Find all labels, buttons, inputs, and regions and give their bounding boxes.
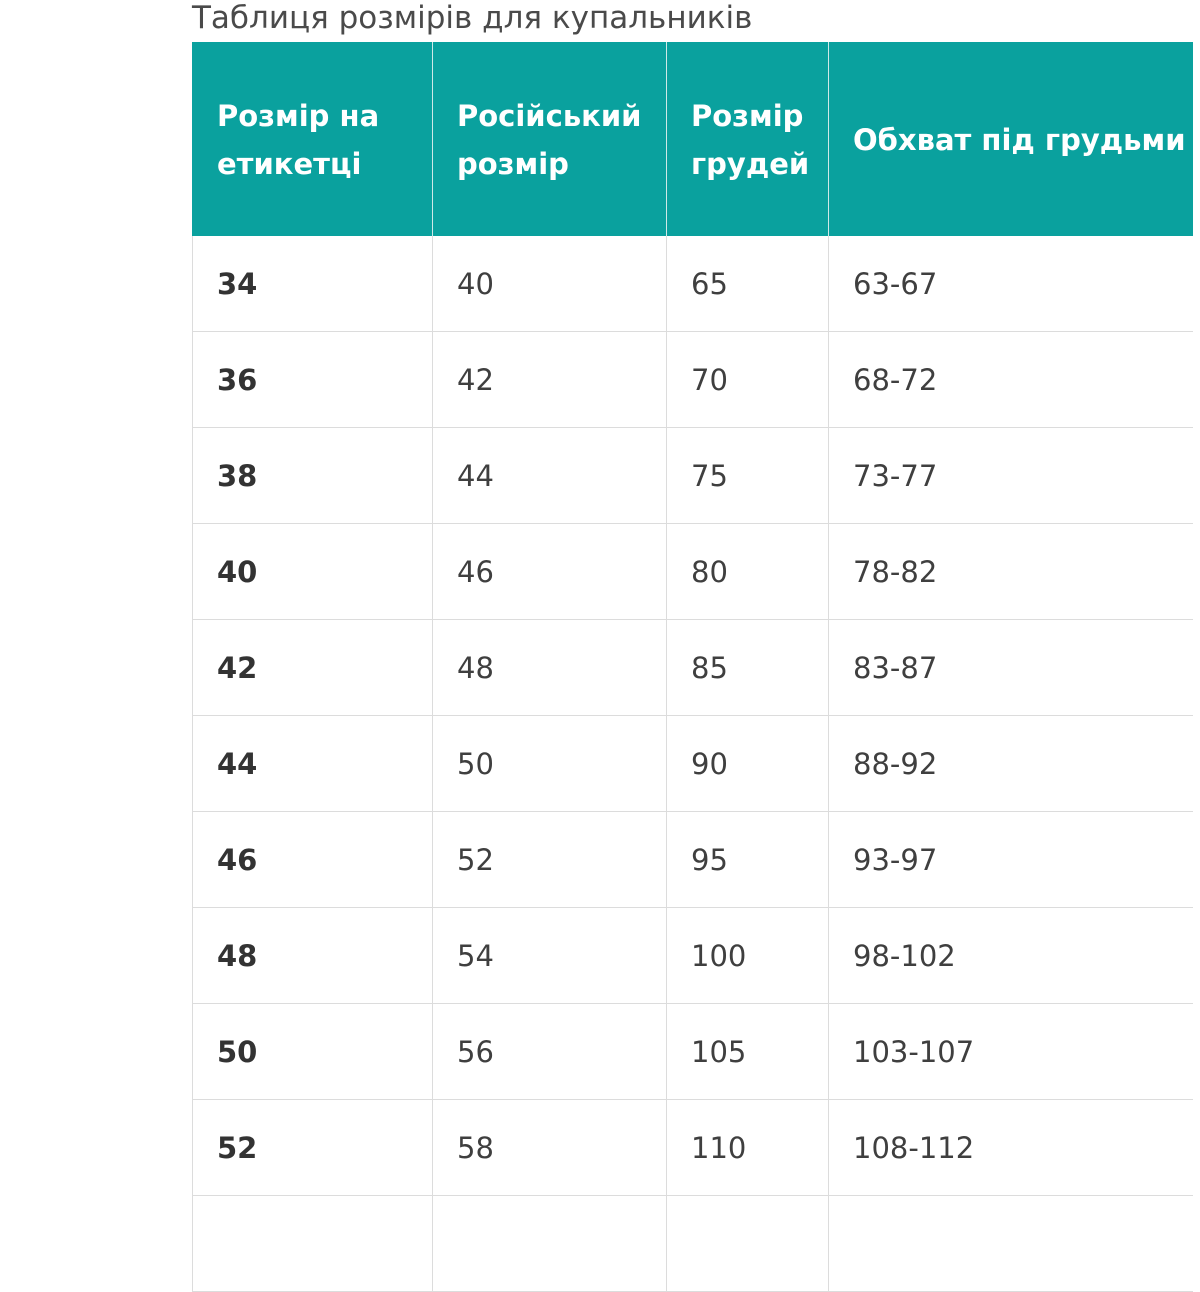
bust-size-cell bbox=[667, 1196, 829, 1292]
table-row bbox=[193, 1196, 1193, 1292]
russian-size-cell: 40 bbox=[433, 236, 667, 332]
label-size-cell: 38 bbox=[193, 428, 433, 524]
size-table-viewport[interactable] bbox=[192, 42, 1186, 1202]
bust-size-cell: 75 bbox=[667, 428, 829, 524]
bust-size-cell: 105 bbox=[667, 1004, 829, 1100]
underbust-cell: 98-102 bbox=[829, 908, 1193, 1004]
label-size-cell: 48 bbox=[193, 908, 433, 1004]
russian-size-cell: 42 bbox=[433, 332, 667, 428]
underbust-cell: 63-67 bbox=[829, 236, 1193, 332]
russian-size-cell: 54 bbox=[433, 908, 667, 1004]
label-size-cell: 46 bbox=[193, 812, 433, 908]
russian-size-cell: 48 bbox=[433, 620, 667, 716]
label-size-cell: 36 bbox=[193, 332, 433, 428]
table-row bbox=[193, 524, 1193, 620]
table-row bbox=[193, 236, 1193, 332]
column-header-underbust: Обхват під грудьми bbox=[829, 42, 1193, 236]
table-row bbox=[193, 332, 1193, 428]
label-size-cell: 42 bbox=[193, 620, 433, 716]
table-row bbox=[193, 1100, 1193, 1196]
russian-size-cell: 58 bbox=[433, 1100, 667, 1196]
bust-size-cell: 70 bbox=[667, 332, 829, 428]
column-header-bust-size: Розмір грудей bbox=[667, 42, 829, 236]
russian-size-cell: 50 bbox=[433, 716, 667, 812]
russian-size-cell: 56 bbox=[433, 1004, 667, 1100]
label-size-cell: 34 bbox=[193, 236, 433, 332]
russian-size-cell: 52 bbox=[433, 812, 667, 908]
bust-size-cell: 100 bbox=[667, 908, 829, 1004]
underbust-cell: 93-97 bbox=[829, 812, 1193, 908]
russian-size-cell: 46 bbox=[433, 524, 667, 620]
table-row bbox=[193, 428, 1193, 524]
bust-size-cell: 65 bbox=[667, 236, 829, 332]
page-title: Таблиця розмірів для купальників bbox=[192, 0, 753, 36]
underbust-cell: 78-82 bbox=[829, 524, 1193, 620]
column-header-label-size: Розмір на етикетці bbox=[193, 42, 433, 236]
underbust-cell bbox=[829, 1196, 1193, 1292]
bust-size-cell: 110 bbox=[667, 1100, 829, 1196]
table-row bbox=[193, 620, 1193, 716]
underbust-cell: 83-87 bbox=[829, 620, 1193, 716]
russian-size-cell bbox=[433, 1196, 667, 1292]
underbust-cell: 68-72 bbox=[829, 332, 1193, 428]
underbust-cell: 88-92 bbox=[829, 716, 1193, 812]
label-size-cell: 52 bbox=[193, 1100, 433, 1196]
table-row bbox=[193, 908, 1193, 1004]
column-header-russian-size: Російський розмір bbox=[433, 42, 667, 236]
table-header bbox=[193, 42, 1193, 236]
table-row bbox=[193, 1004, 1193, 1100]
header-row bbox=[193, 42, 1193, 236]
label-size-cell: 44 bbox=[193, 716, 433, 812]
label-size-cell bbox=[193, 1196, 433, 1292]
table-row bbox=[193, 716, 1193, 812]
table-row bbox=[193, 812, 1193, 908]
table-body bbox=[193, 236, 1193, 1292]
size-table bbox=[192, 42, 1193, 1292]
russian-size-cell: 44 bbox=[433, 428, 667, 524]
underbust-cell: 73-77 bbox=[829, 428, 1193, 524]
bust-size-cell: 85 bbox=[667, 620, 829, 716]
bust-size-cell: 90 bbox=[667, 716, 829, 812]
label-size-cell: 40 bbox=[193, 524, 433, 620]
label-size-cell: 50 bbox=[193, 1004, 433, 1100]
bust-size-cell: 80 bbox=[667, 524, 829, 620]
underbust-cell: 103-107 bbox=[829, 1004, 1193, 1100]
underbust-cell: 108-112 bbox=[829, 1100, 1193, 1196]
bust-size-cell: 95 bbox=[667, 812, 829, 908]
